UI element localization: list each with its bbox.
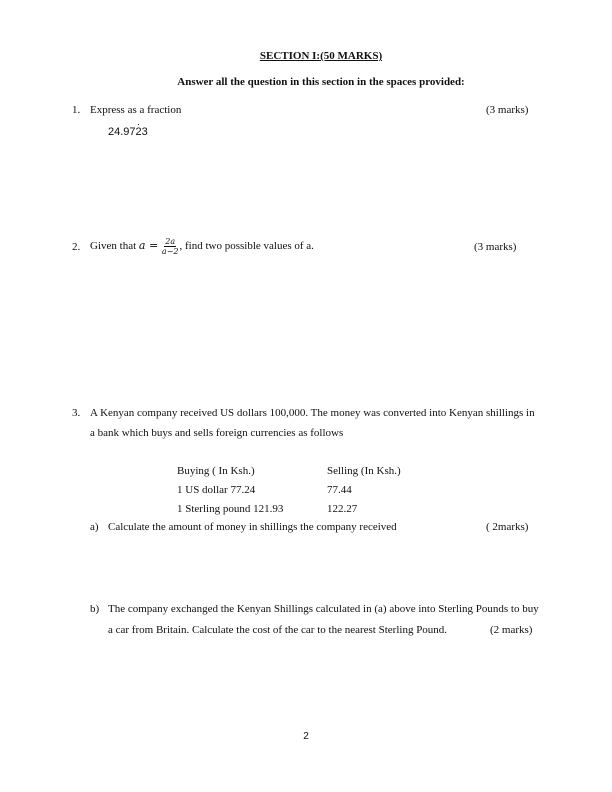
- question-1-number: 1.: [72, 104, 81, 116]
- question-2-number: 2.: [72, 241, 81, 253]
- question-2-marks: (3 marks): [474, 241, 517, 253]
- part-b-label: b): [90, 603, 100, 615]
- recurring-digit: 2 ·: [136, 126, 142, 138]
- part-a-text: Calculate the amount of money in shillings the company received: [108, 521, 397, 533]
- rate-row-buying: 1 Sterling pound 121.93: [177, 503, 284, 515]
- equation-lhs: a =: [138, 239, 159, 252]
- selling-header: Selling (In Ksh.): [327, 465, 401, 477]
- question-1-text: Express as a fraction: [90, 104, 182, 116]
- question-3-line-2: a bank which buys and sells foreign currencies as follows: [90, 427, 344, 439]
- fraction-numerator: 2a: [165, 236, 176, 246]
- section-title: SECTION I:(50 MARKS): [259, 50, 383, 62]
- question-3-number: 3.: [72, 407, 81, 419]
- decimal-suffix: 3: [141, 126, 148, 138]
- part-b-marks: (2 marks): [490, 624, 533, 636]
- rate-row-buying: 1 US dollar 77.24: [177, 484, 256, 496]
- rate-row-selling: 122.27: [327, 503, 358, 515]
- part-b-line-2: a car from Britain. Calculate the cost of the car to the nearest Sterling Pound.: [108, 624, 448, 636]
- part-a-label: a): [90, 521, 99, 533]
- fraction-denominator: a−2: [161, 246, 179, 256]
- question-1-recurring-decimal: [108, 126, 148, 138]
- question-3-line-1: A Kenyan company received US dollars 100,000. The money was converted into Kenyan shillings in: [90, 407, 535, 419]
- part-b-line-1: The company exchanged the Kenyan Shillings calculated in (a) above into Sterling Pounds to buy: [108, 603, 539, 615]
- page-number: 2: [303, 731, 309, 742]
- question-2-text: [90, 236, 314, 256]
- rate-row-selling: 77.44: [327, 484, 352, 496]
- equation-fraction: [162, 237, 179, 256]
- decimal-prefix: 24.97: [108, 126, 136, 138]
- question-2-tail: , find two possible values of a.: [179, 240, 314, 252]
- buying-header: Buying ( In Ksh.): [177, 465, 255, 477]
- question-2-intro: Given that: [90, 240, 137, 252]
- part-a-marks: ( 2marks): [486, 521, 529, 533]
- question-1-marks: (3 marks): [486, 104, 529, 116]
- instruction-text: Answer all the question in this section in the spaces provided:: [177, 76, 465, 88]
